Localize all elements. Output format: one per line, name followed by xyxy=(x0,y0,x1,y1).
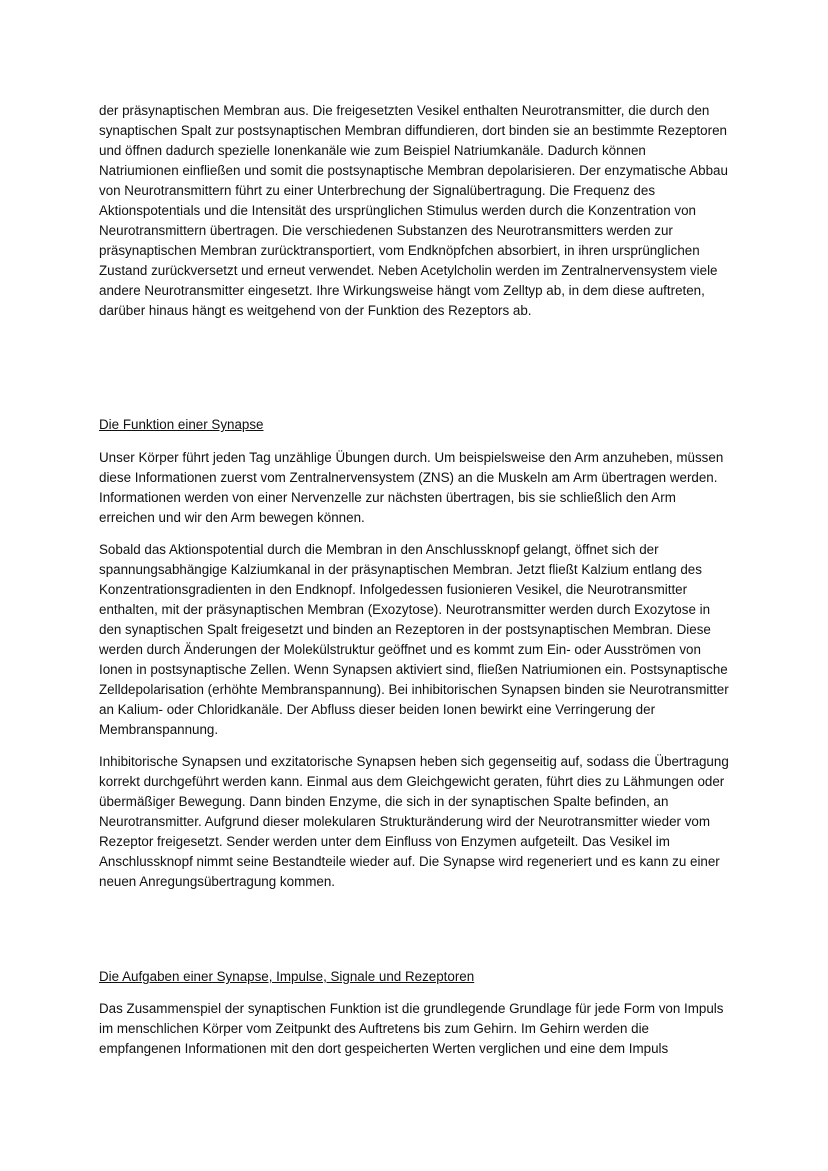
paragraph-aktionspotential xyxy=(99,540,729,740)
section-heading-funktion: Die Funktion einer Synapse xyxy=(99,417,264,432)
paragraph-text: Inhibitorische Synapsen und exzitatorische Synapsen heben sich gegenseitig auf, sodass die Übertragung korrekt durchgeführt werden kann. Einmal aus dem Gleichgewicht geraten, führt dies zu Lähmungen oder übermäßiger Bewegung. Dann binden Enzyme, die sich in der synaptischen Spalte befinden, an Neurotransmitter. Aufgrund dieser molekularen Strukturänderung wird der Neurotransmitter wieder vom Rezeptor freigesetzt. Sender werden unter dem Einfluss von Enzymen aufgeteilt. Das Vesikel im Anschlussknopf nimmt seine Bestandteile wieder auf. Die Synapse wird regeneriert und es kann zu einer neuen Anregungsübertragung kommen. xyxy=(99,754,729,889)
paragraph-zusammenspiel xyxy=(99,999,729,1059)
section-heading-aufgaben: Die Aufgaben einer Synapse, Impulse, Signale und Rezeptoren xyxy=(99,969,475,984)
paragraph-intro xyxy=(99,101,729,321)
paragraph-text: Das Zusammenspiel der synaptischen Funktion ist die grundlegende Grundlage für jede Form von Impuls im menschlichen Körper vom Zeitpunkt des Auftretens bis zum Gehirn. Im Gehirn werden die empfangenen Informationen mit den dort gespeicherten Werten verglichen und eine dem Impuls xyxy=(99,1001,724,1056)
paragraph-text: Unser Körper führt jeden Tag unzählige Übungen durch. Um beispielsweise den Arm anzuheben, müssen diese Informationen zuerst vom Zentralnervensystem (ZNS) an die Muskeln am Arm übertragen werden. Informationen werden von einer Nervenzelle zur nächsten übertragen, bis sie schließlich den Arm erreichen und wir den Arm bewegen können. xyxy=(99,450,724,525)
paragraph-koerper xyxy=(99,448,729,528)
paragraph-text: der präsynaptischen Membran aus. Die freigesetzten Vesikel enthalten Neurotransmitter, die durch den synaptischen Spalt zur postsynaptischen Membran diffundieren, dort binden sie an bestimmte Rezeptoren und öffnen dadurch spezielle Ionenkanäle wie zum Beispiel Natriumkanäle. Dadurch können Natriumionen einfließen und somit die postsynaptische Membran depolarisieren. Der enzymatische Abbau von Neurotransmittern führt zu einer Unterbrechung der Signalübertragung. Die Frequenz des Aktionspotentials und die Intensität des ursprünglichen Stimulus werden durch die Konzentration von Neurotransmittern übertragen. Die verschiedenen Substanzen des Neurotransmitters werden zur präsynaptischen Membran zurücktransportiert, vom Endknöpfchen absorbiert, in ihren ursprünglichen Zustand zurückversetzt und erneut verwendet. Neben Acetylcholin werden im Zentralnervensystem viele andere Neurotransmitter eingesetzt. Ihre Wirkungsweise hängt vom Zelltyp ab, in dem diese auftreten, darüber hinaus hängt es weitgehend von der Funktion des Rezeptors ab. xyxy=(99,103,728,318)
paragraph-text: Sobald das Aktionspotential durch die Membran in den Anschlussknopf gelangt, öffnet sich der spannungsabhängige Kalziumkanal in der präsynaptischen Membran. Jetzt fließt Kalzium entlang des Konzentrationsgradienten in den Endknopf. Infolgedessen fusionieren Vesikel, die Neurotransmitter enthalten, mit der präsynaptischen Membran (Exozytose). Neurotransmitter werden durch Exozytose in den synaptischen Spalt freigesetzt und binden an Rezeptoren in der postsynaptischen Membran. Diese werden durch Änderungen der Molekülstruktur geöffnet und es kommt zum Ein- oder Ausströmen von Ionen in postsynaptische Zellen. Wenn Synapsen aktiviert sind, fließen Natriumionen ein. Postsynaptische Zelldepolarisation (erhöhte Membranspannung). Bei inhibitorischen Synapsen binden sie Neurotransmitter an Kalium- oder Chloridkanäle. Der Abfluss dieser beiden Ionen bewirkt eine Verringerung der Membranspannung. xyxy=(99,542,729,737)
paragraph-inhibitorisch xyxy=(99,752,729,892)
